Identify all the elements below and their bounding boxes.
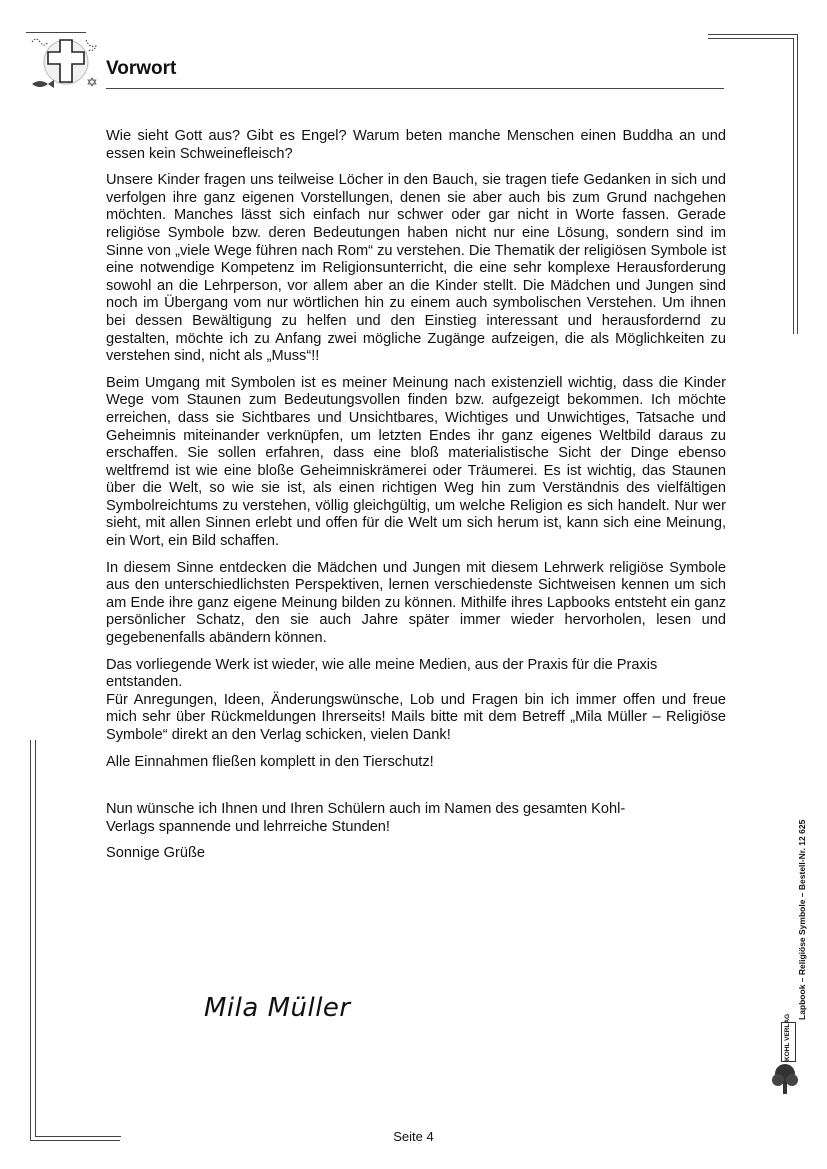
body-text <box>106 128 726 872</box>
paragraph-children-questions: Unsere Kinder fragen uns teilweise Löcher in den Bauch, sie tragen tiefe Gedanken in sich und verfolgen ihre ganz eigenen Vorstellungen, denen sie aber auch bis zum Grund nachgehen möchten. Manches lässt sich einfach nur schwer oder gar nicht in Worte fassen. Gerade religiöse Symbole bzw. deren Bedeutungen haben nicht nur eine Lösung, sondern sind im Sinne von „viele Wege führen nach Rom“ zu verstehen. Die Thematik der religiösen Symbole ist eine notwendige Kompetenz im Religionsunterricht, die eine sehr komplexe Herausforderung sowohl an die Lehrperson, vor allem aber an die Kinder stellt. Die Mädchen und Jungen sind noch im Übergang vom nur wörtlichen hin zu einem auch symbolischen Verstehen. Um ihnen bei dessen Bewältigung zu helfen und den Einstieg interessant und herausfordernd zu gestalten, möchte ich zu Anfang zwei mögliche Zugänge aufzeigen, die als Möglichkeiten zu verstehen sind, nicht als „Muss“!! <box>106 172 726 365</box>
frame-right-v2 <box>793 38 794 334</box>
frame-top-right-h2 <box>708 38 794 39</box>
side-order-info: Lapbook – Religiöse Symbole – Bestell-Nr. 12 625 <box>797 819 807 1020</box>
religious-symbols-logo-icon <box>26 32 104 94</box>
paragraph-symbols: Beim Umgang mit Symbolen ist es meiner Meinung nach existenziell wichtig, dass die Kinder Wege vom Staunen zum Bedeutungsvollen finden bzw. aufgezeigt bekommen. Ich möchte erreichen, dass sie Sichtbares und Unsichtbares, Wichtiges und Unwichtiges, Tatsache und Geheimnis miteinander verknüpfen, um letzten Endes ihr ganz eigenes Weltbild daraus zu erschaffen. Sie sollen erfahren, dass eine bloß materialistische Sicht der Dinge ebenso weltfremd ist wie eine bloße Geheimniskrämerei oder Träumerei. Es ist wichtig, das Staunen über die Welt, so wie sie ist, als einen richtigen Weg hin zum Verständnis des vielfältigen Symbolreichtums zu verstehen, völlig gleichgültig, um welche Religion es sich handelt. Nur wer sieht, mit allen Sinnen erlebt und offen für die Welt um sich herum ist, kann sich eine Meinung, ein Wort, ein Bild schaffen. <box>106 374 726 550</box>
paragraph-intro: Wie sieht Gott aus? Gibt es Engel? Warum beten manche Menschen einen Buddha an und essen kein Schweinefleisch? <box>106 128 726 162</box>
frame-right-v <box>797 34 798 334</box>
paragraph-animal-welfare: Alle Einnahmen fließen komplett in den Tierschutz! <box>106 753 434 770</box>
title-rule <box>106 88 724 89</box>
paragraph-feedback: Für Anregungen, Ideen, Änderungswünsche, Lob und Fragen bin ich immer offen und freue mich sehr über Rückmeldungen Ihrerseits! Mails bitte mit dem Betreff „Mila Müller – Religiöse Symbole“ direkt an den Verlag schicken, vielen Dank! <box>106 691 726 743</box>
publisher-tree-icon <box>770 1062 800 1096</box>
greeting: Sonnige Grüße <box>106 845 205 862</box>
frame-left-v <box>30 740 31 1140</box>
publisher-label: KOHL VERLAG <box>781 1022 796 1062</box>
paragraph-perspectives: In diesem Sinne entdecken die Mädchen und Jungen mit diesem Lehrwerk religiöse Symbole aus den unterschiedlichsten Perspektiven, lernen verschiedenste Sichtweisen kennen um sich am Ende ihre ganz eigene Meinung bilden zu können. Mithilfe ihres Lapbooks entsteht ein ganz persönlicher Schatz, den sie auch Jahre später immer wieder hervorholen, lesen und gegebenenfalls abändern können. <box>106 559 726 647</box>
frame-left-v2 <box>35 740 36 1136</box>
page-title: Vorwort <box>106 58 177 79</box>
paragraph-wishes: Nun wünsche ich Ihnen und Ihren Schülern auch im Namen des gesamten Kohl-Verlags spannende und lehrreiche Stunden! <box>106 801 626 835</box>
paragraph-practice: Das vorliegende Werk ist wieder, wie alle meine Medien, aus der Praxis für die Praxis entstanden. <box>106 656 658 691</box>
frame-top-right-h <box>708 34 798 35</box>
author-signature: Mila Müller <box>204 993 351 1023</box>
page-number: Seite 4 <box>393 1129 434 1144</box>
